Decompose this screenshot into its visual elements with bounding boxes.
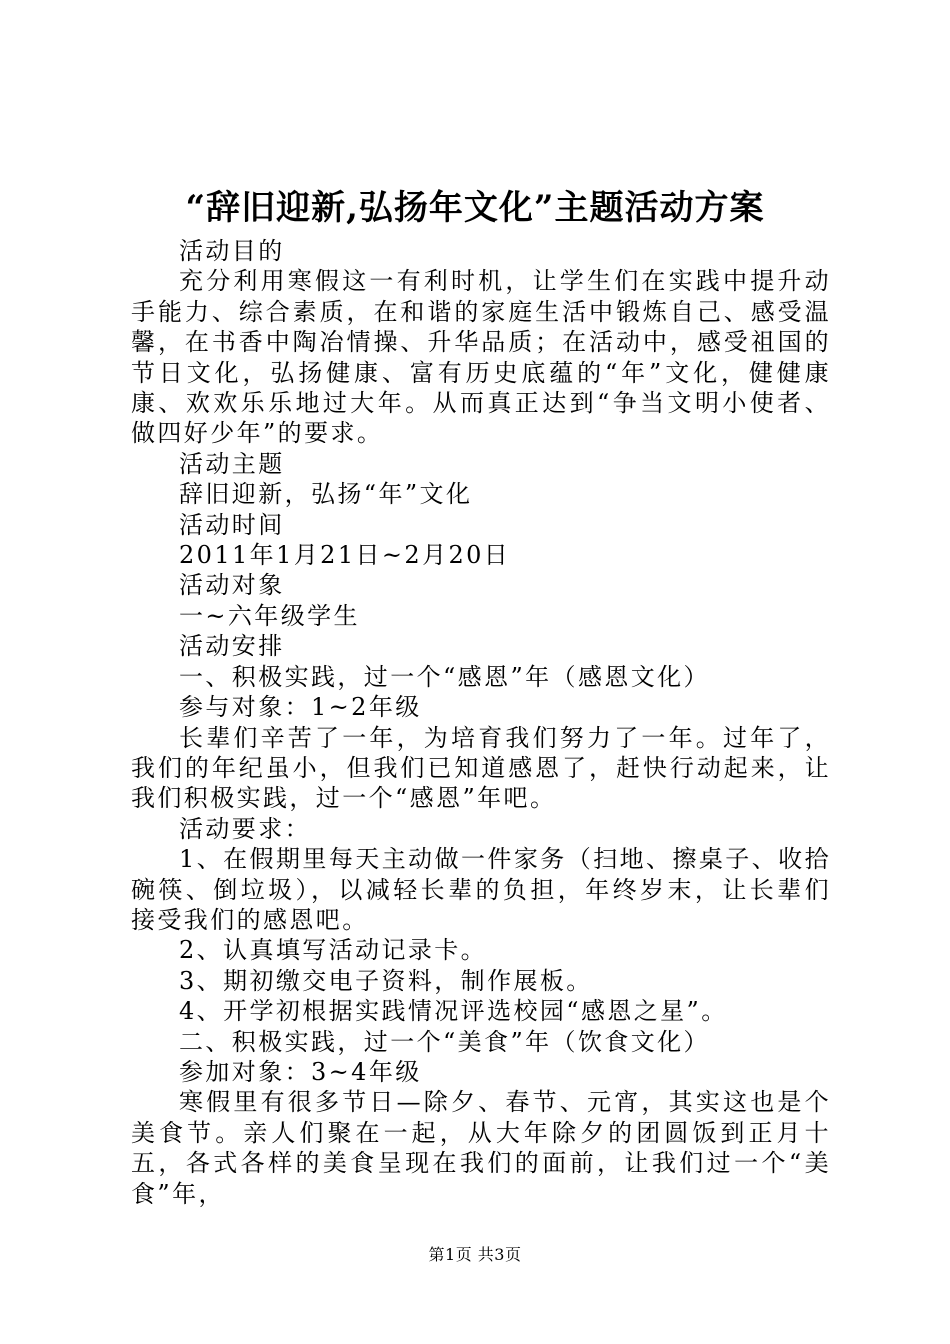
paragraph: 寒假里有很多节日—除夕、春节、元宵，其实这也是个美食节。亲人们聚在一起，从大年除夕的团圆饭到正月十五，各式各样的美食呈现在我们的面前，让我们过一个“美食”年， — [131, 1088, 831, 1208]
paragraph: 3、期初缴交电子资料，制作展板。 — [179, 966, 593, 995]
paragraph: 2、认真填写活动记录卡。 — [179, 936, 488, 965]
paragraph: 4、开学初根据实践情况评选校园“感恩之星”。 — [179, 997, 728, 1026]
paragraph: 活动安排 — [179, 632, 285, 661]
document-body — [131, 236, 831, 1209]
paragraph: 1、在假期里每天主动做一件家务（扫地、擦桌子、收拾碗筷、倒垃圾），以减轻长辈的负担，年终岁末，让长辈们接受我们的感恩吧。 — [131, 845, 831, 934]
paragraph: 一、积极实践，过一个“感恩”年（感恩文化） — [179, 662, 710, 691]
paragraph: 辞旧迎新，弘扬“年”文化 — [179, 480, 473, 509]
paragraph: 参加对象：3~4年级 — [179, 1057, 422, 1086]
paragraph: 一~六年级学生 — [179, 601, 360, 630]
paragraph: 二、积极实践，过一个“美食”年（饮食文化） — [179, 1027, 710, 1056]
document-title: “辞旧迎新,弘扬年文化”主题活动方案 — [185, 188, 765, 228]
page-footer: 第1页 共3页 — [428, 1245, 522, 1264]
paragraph: 充分利用寒假这一有利时机，让学生们在实践中提升动手能力、综合素质，在和谐的家庭生活中锻炼自己、感受温馨，在书香中陶冶情操、升华品质；在活动中，感受祖国的节日文化，弘扬健康、富有历史底蕴的“年”文化，健健康康、欢欢乐乐地过大年。从而真正达到“争当文明小使者、做四好少年”的要求。 — [131, 267, 831, 448]
paragraph: 活动目的 — [179, 237, 285, 265]
paragraph: 参与对象：1~2年级 — [179, 693, 422, 722]
paragraph: 2011年1月21日~2月20日 — [179, 541, 511, 570]
paragraph: 活动要求： — [179, 814, 311, 843]
paragraph: 活动主题 — [179, 449, 285, 478]
paragraph: 活动时间 — [179, 510, 285, 539]
paragraph: 活动对象 — [179, 571, 285, 600]
paragraph: 长辈们辛苦了一年，为培育我们努力了一年。过年了，我们的年纪虽小，但我们已知道感恩了，赶快行动起来，让我们积极实践，过一个“感恩”年吧。 — [131, 723, 831, 813]
